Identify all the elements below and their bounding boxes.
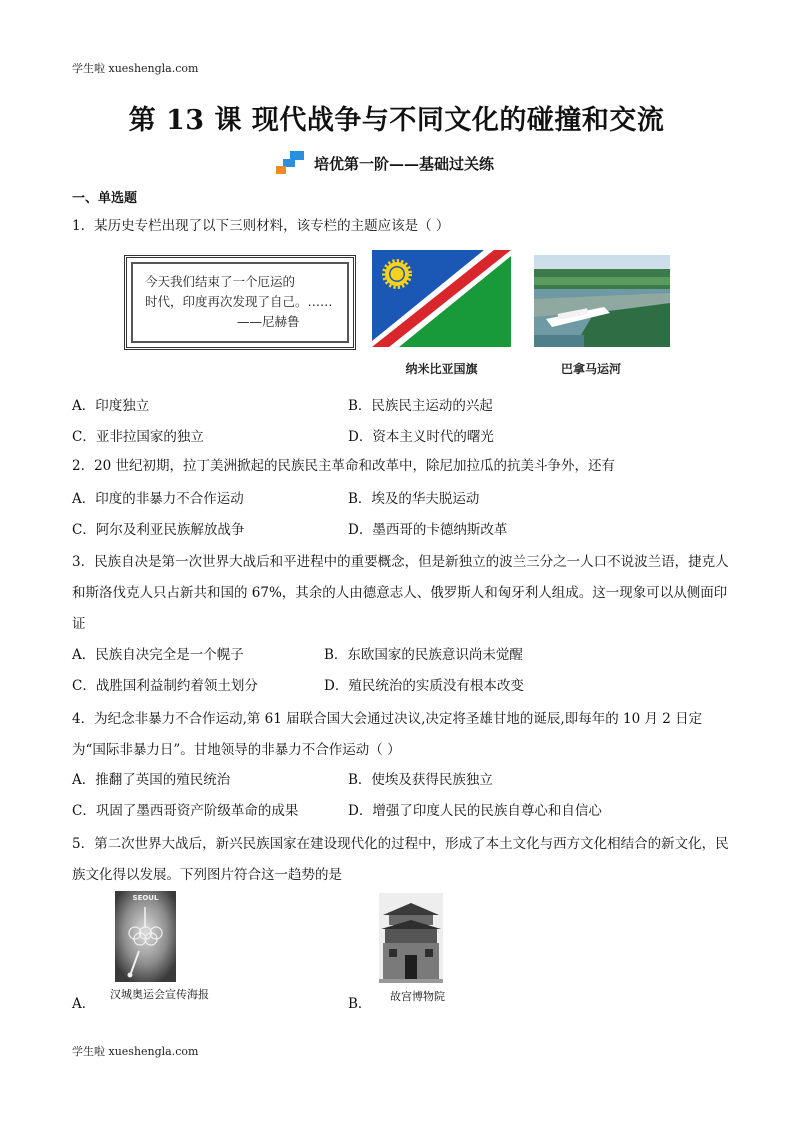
q4-option-b[interactable]: B．使埃及获得民族独立 (348, 772, 493, 788)
namibia-flag-image (372, 250, 511, 347)
poster-caption: 汉城奥运会宣传海报 (110, 988, 209, 1001)
seoul-olympics-poster-image (115, 891, 176, 982)
question-2-stem: 2．20 世纪初期，拉丁美洲掀起的民族民主革命和改革中，除尼加拉瓜的抗美斗争外，还有 (72, 458, 616, 474)
poster-seoul-text: SEOUL (132, 894, 159, 902)
page-footer: 学生啦 xueshengla.com (72, 1045, 199, 1058)
q2-option-a[interactable]: A．印度的非暴力不合作运动 (72, 491, 244, 507)
quote-line-1: 今天我们结束了一个厄运的 (145, 274, 296, 289)
q1-option-c[interactable]: C．亚非拉国家的独立 (72, 429, 204, 445)
q2-option-b[interactable]: B．埃及的华夫脱运动 (348, 491, 480, 507)
q3-option-b[interactable]: B．东欧国家的民族意识尚未觉醒 (324, 647, 523, 663)
q3-option-d[interactable]: D．殖民统治的实质没有根本改变 (324, 678, 524, 694)
section-heading: 一、单选题 (72, 191, 138, 206)
museum-caption: 故宫博物院 (390, 990, 445, 1003)
q5-option-b[interactable]: B． (348, 996, 372, 1012)
page-title: 第 13 课 现代战争与不同文化的碰撞和交流 (128, 105, 665, 136)
q1-option-b[interactable]: B．民族民主运动的兴起 (348, 398, 493, 414)
palace-museum-image (379, 893, 443, 983)
question-3-stem: 3．民族自决是第一次世界大战后和平进程中的重要概念，但是新独立的波兰三分之一人口不说波兰语，捷克人和斯洛伐克人只占新共和国的 67%，其余的人由德意志人、俄罗斯人和匈牙利人组成。这一现象可以从侧面印证 (72, 554, 729, 632)
q4-option-c[interactable]: C．巩固了墨西哥资产阶级革命的成果 (72, 803, 299, 819)
q3-option-a[interactable]: A．民族自决完全是一个幌子 (72, 647, 244, 663)
q2-option-c[interactable]: C．阿尔及利亚民族解放战争 (72, 522, 245, 538)
q3-option-c[interactable]: C．战胜国利益制约着领土划分 (72, 678, 258, 694)
stairs-logo-icon (276, 151, 306, 175)
quote-line-2: 时代，印度再次发现了自己。…… (145, 294, 333, 309)
panama-canal-image (534, 255, 670, 347)
page-header: 学生啦 xueshengla.com (72, 62, 199, 75)
question-4-stem: 4．为纪念非暴力不合作运动,第 61 届联合国大会通过决议,决定将圣雄甘地的诞辰,即每年的 10 月 2 日定为“国际非暴力日”。甘地领导的非暴力不合作运动（ ） (72, 711, 703, 758)
q1-option-d[interactable]: D．资本主义时代的曙光 (348, 429, 494, 445)
q2-option-d[interactable]: D．墨西哥的卡德纳斯改革 (348, 522, 508, 538)
subtitle: 培优第一阶——基础过关练 (314, 154, 495, 173)
flag-caption: 纳米比亚国旗 (405, 362, 478, 376)
nehru-quote-box (124, 255, 356, 350)
question-5-stem: 5．第二次世界大战后，新兴民族国家在建设现代化的过程中，形成了本土文化与西方文化相结合的新文化，民族文化得以发展。下列图片符合这一趋势的是 (72, 836, 729, 883)
q1-option-a[interactable]: A．印度独立 (72, 398, 150, 414)
canal-caption: 巴拿马运河 (561, 362, 622, 376)
question-1-stem: 1．某历史专栏出现了以下三则材料，该专栏的主题应该是（ ） (72, 218, 450, 234)
q5-option-a[interactable]: A． (72, 996, 96, 1012)
quote-signature: ——尼赫鲁 (237, 314, 300, 329)
subtitle-row (276, 150, 494, 176)
q4-option-a[interactable]: A．推翻了英国的殖民统治 (72, 772, 231, 788)
q4-option-d[interactable]: D．增强了印度人民的民族自尊心和自信心 (348, 803, 602, 819)
